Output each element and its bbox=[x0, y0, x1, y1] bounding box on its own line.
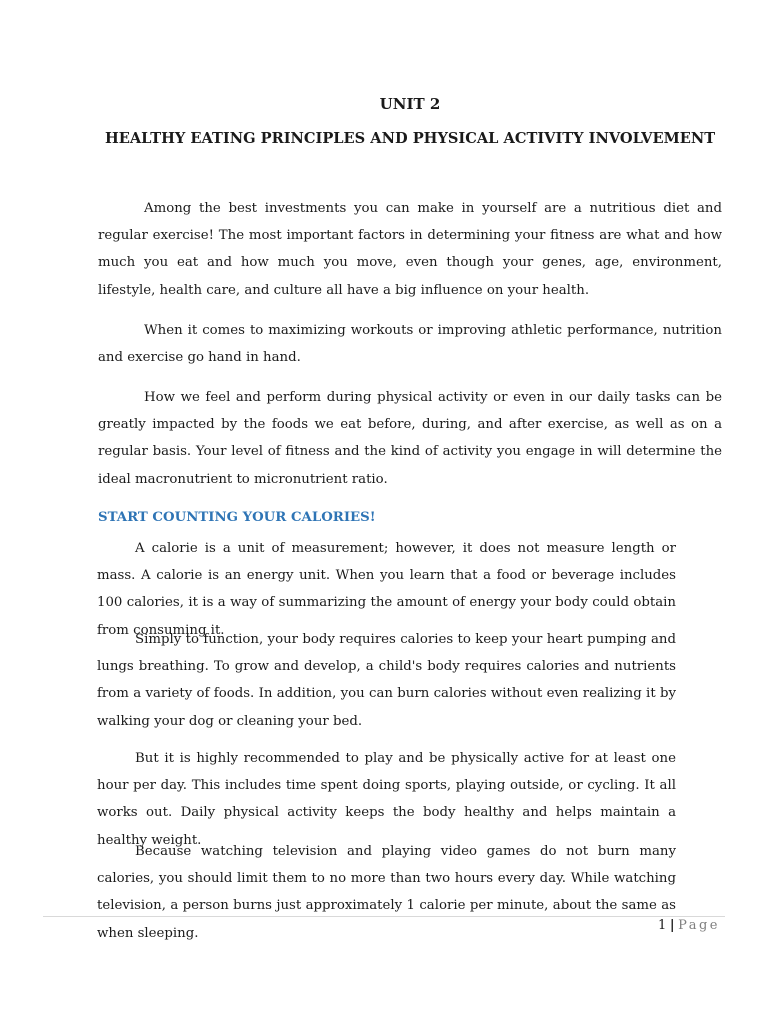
footer-separator: | bbox=[669, 918, 676, 933]
page-label: Page bbox=[678, 918, 720, 933]
section-paragraph-2: Simply to function, your body requires calories to keep your heart pumping and lungs breathing. To grow and develop, a child's body requires calories and nutrients from a variety of foods. In addition, you can burn calories without even realizing it by walking your dog or cleaning your bed. bbox=[97, 632, 676, 729]
section-paragraph-1: A calorie is a unit of measurement; however, it does not measure length or mass. A calorie is an energy unit. When you learn that a food or beverage includes 100 calories, it is a way of summarizing the amount of energy your body could obtain from consuming it. bbox=[97, 541, 676, 638]
unit-title: UNIT 2 bbox=[379, 95, 441, 113]
main-heading: HEALTHY EATING PRINCIPLES AND PHYSICAL ACTIVITY INVOLVEMENT bbox=[104, 130, 716, 147]
page-number: 1 bbox=[658, 918, 667, 933]
intro-paragraph-3: How we feel and perform during physical activity or even in our daily tasks can be greatly impacted by the foods we eat before, during, and after exercise, as well as on a regular basis. Your level of fitness and the kind of activity you engage in will determine the ideal macronutrient to micronutrient ratio. bbox=[98, 390, 722, 487]
section-paragraph-4: Because watching television and playing video games do not burn many calories, you should limit them to no more than two hours every day. While watching television, a person burns just approximately 1 calorie per minute, about the same as when sleeping. bbox=[97, 844, 676, 941]
footer-divider bbox=[43, 916, 725, 917]
section-paragraph-3: But it is highly recommended to play and be physically active for at least one hour per day. This includes time spent doing sports, playing outside, or cycling. It all works out. Daily physical activity keeps the body healthy and helps maintain a healthy weight. bbox=[97, 751, 676, 848]
intro-paragraph-2: When it comes to maximizing workouts or improving athletic performance, nutrition and exercise go hand in hand. bbox=[98, 323, 722, 366]
intro-paragraph-1: Among the best investments you can make in yourself are a nutritious diet and regular exercise! The most important factors in determining your fitness are what and how much you eat and how much you move, even though your genes, age, environment, lifestyle, health care, and culture all have a big influence on your health. bbox=[98, 201, 722, 298]
section-heading: START COUNTING YOUR CALORIES! bbox=[98, 510, 376, 525]
page-footer bbox=[658, 918, 720, 933]
